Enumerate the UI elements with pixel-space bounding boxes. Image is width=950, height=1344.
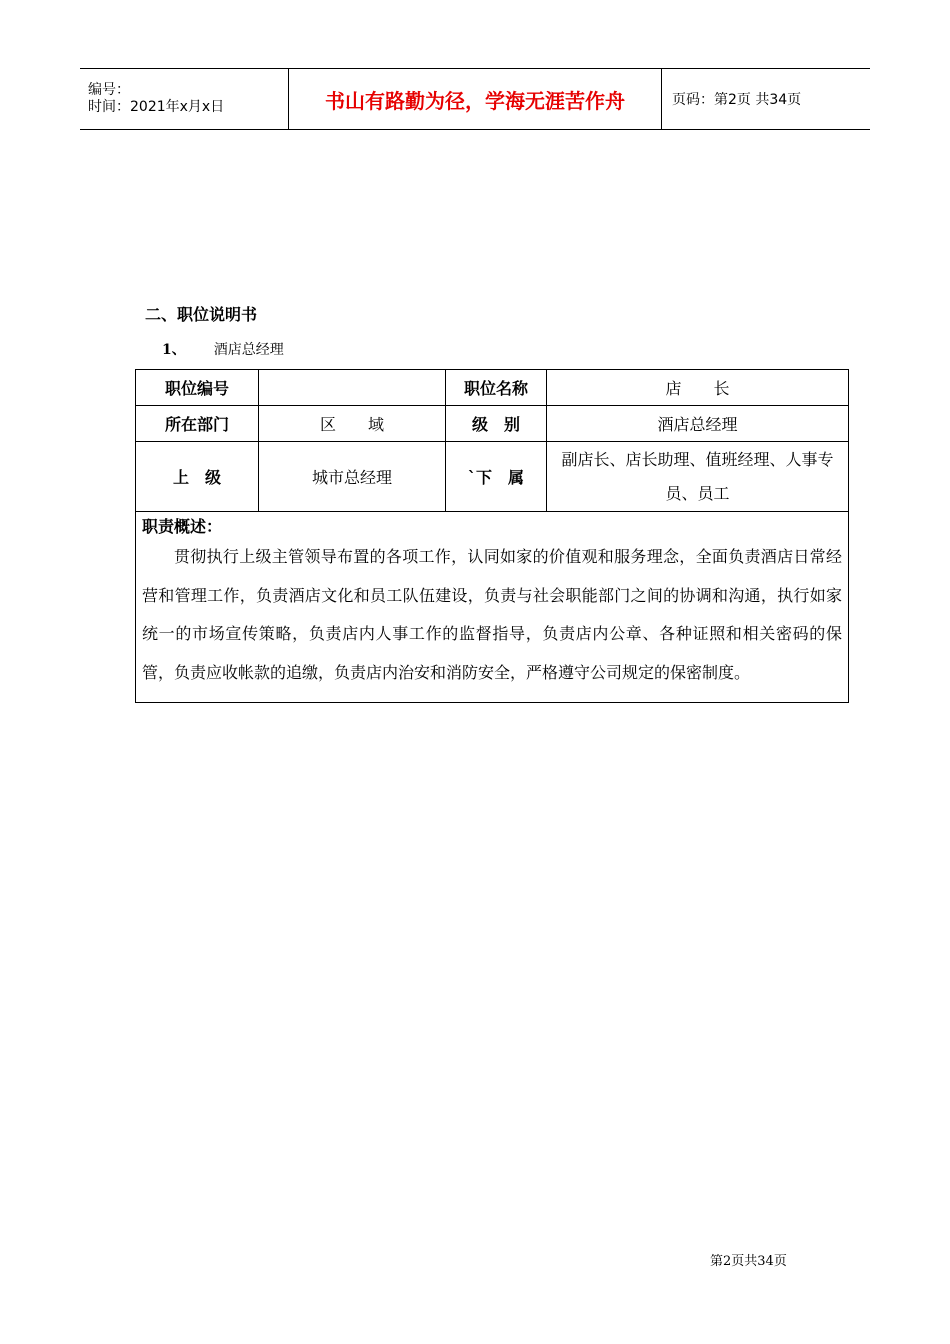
subordinate-label: `下 属: [446, 442, 547, 512]
subordinate-value-text: 副店长、店长助理、值班经理、人事专员、员工: [561, 449, 834, 503]
item-number: 1、: [162, 342, 186, 358]
table-row: [136, 370, 849, 406]
department-label: 所在部门: [136, 406, 259, 442]
level-label: 级 别: [446, 406, 547, 442]
page-footer: 第2页共34页: [710, 1254, 787, 1269]
duty-cell: [136, 512, 849, 703]
level-value: 酒店总经理: [547, 406, 849, 442]
superior-value: 城市总经理: [259, 442, 446, 512]
department-value: 区 域: [259, 406, 446, 442]
job-description-table: [135, 369, 849, 703]
header-page-info: 页码：第2页 共34页: [662, 69, 871, 130]
section-title: 二、职位说明书: [145, 305, 258, 324]
superior-label: 上 级: [136, 442, 259, 512]
duty-label: 职责概述：: [142, 517, 223, 536]
duty-text: 贯彻执行上级主管领导布置的各项工作，认同如家的价值观和服务理念，全面负责酒店日常经营和管理工作，负责酒店文化和员工队伍建设，负责与社会职能部门之间的协调和沟通，执行如家统一的市场宣传策略，负责店内人事工作的监督指导，负责店内公章、各种证照和相关密码的保管，负责应收帐款的追缴，负责店内治安和消防安全，严格遵守公司规定的保密制度。: [142, 547, 842, 682]
date-label: 时间：2021年x月x日: [88, 99, 225, 115]
header-meta: [80, 69, 289, 130]
number-label: 编号：: [88, 82, 130, 98]
table-row: [136, 442, 849, 512]
position-name-value: 店 长: [547, 370, 849, 406]
position-name-label: 职位名称: [446, 370, 547, 406]
page-header: [80, 68, 870, 130]
table-row: [136, 406, 849, 442]
header-motto: 书山有路勤为径，学海无涯苦作舟: [289, 69, 662, 130]
subordinate-value: [547, 442, 849, 512]
table-row: [136, 512, 849, 703]
position-code-value: [259, 370, 446, 406]
sub-title: [162, 339, 284, 359]
position-code-label: 职位编号: [136, 370, 259, 406]
item-title: 酒店总经理: [213, 342, 284, 358]
